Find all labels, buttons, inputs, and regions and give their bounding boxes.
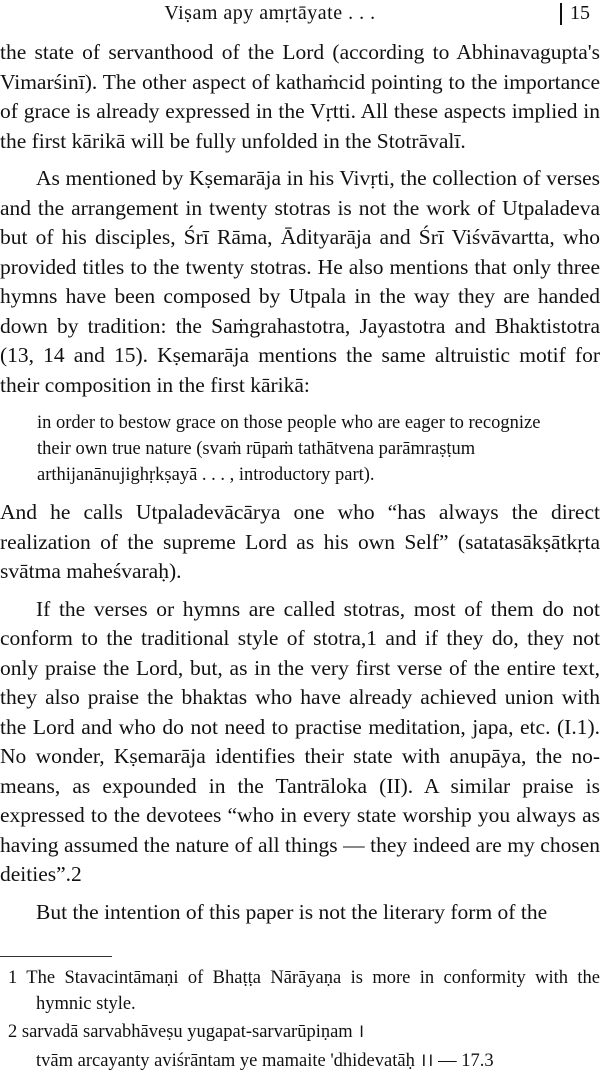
header-separator: [560, 3, 562, 25]
footnote-rule: [0, 956, 112, 957]
paragraph-5: But the intention of this paper is not the literary form of the: [36, 899, 548, 924]
paragraph-2: As mentioned by Kṣemarāja in his Vivṛti, the collection of verses and the arrangement in twenty stotras is not the work of Utpaladeva but of his disciples, Śrī Rāma, Ādityarāja and Śrī Viśvāvartta, who provided titles to the twenty stotras. He also mentions that only three hymns have been composed by Utpala in the way they are handed down by tradition: the Saṁgrahastotra, Jayastotra and Bhaktistotra (13, 14 and 15). Kṣemarāja mentions the same altruistic motif for their composition in the first kārikā:: [0, 166, 600, 397]
page-header: [0, 0, 600, 30]
footnote-1: 1 The Stavacintāmaṇi of Bhaṭṭa Nārāyaṇa is more in conformity with the hymnic style.: [8, 968, 600, 1014]
body-text: [0, 38, 600, 927]
footnote-2-verse: tvām arcayanty aviśrāntam ye mamaite 'dhidevatāḥ ।। — 17.3: [36, 1050, 494, 1071]
page-number: 15: [570, 2, 590, 24]
paragraph-1: the state of servanthood of the Lord (according to Abhinavagupta's Vimarśinī). The other aspect of kathaṁcid pointing to the importance of grace is already expressed in the Vṛtti. All these aspects implied in the first kārikā will be fully unfolded in the Stotrāvalī.: [0, 40, 600, 153]
running-head: [0, 0, 540, 26]
paragraph-4: If the verses or hymns are called stotras, most of them do not conform to the traditional style of stotra,1 and if they do, they not only praise the Lord, but, as in the very first verse of the entire text, they also praise the bhaktas who have already achieved union with the Lord and who do not need to practise meditation, japa, etc. (I.1). No wonder, Kṣemarāja identifies their state with anupāya, the no-means, as expounded in the Tantrāloka (II). A similar praise is expressed to the devotees “who in every state worship you always as having assumed the nature of all things — they indeed are my chosen deities”.2: [0, 596, 600, 886]
footnotes: [0, 966, 600, 1077]
footnote-2: 2 sarvadā sarvabhāveṣu yugapat-sarvarūpiṇam ।: [8, 1022, 365, 1042]
paragraph-3: And he calls Utpaladevācārya one who “has always the direct realization of the supreme Lord as his own Self” (satatasākṣātkṛta svātma maheśvaraḥ).: [0, 500, 600, 583]
running-head-text: Viṣam apy amṛtāyate . . .: [164, 2, 376, 24]
block-quote: in order to bestow grace on those people who are eager to recognize their own true nature (svaṁ rūpaṁ tathātvena parāmraṣṭum arthijanānujighṛkṣayā . . . , introductory part).: [37, 413, 541, 485]
